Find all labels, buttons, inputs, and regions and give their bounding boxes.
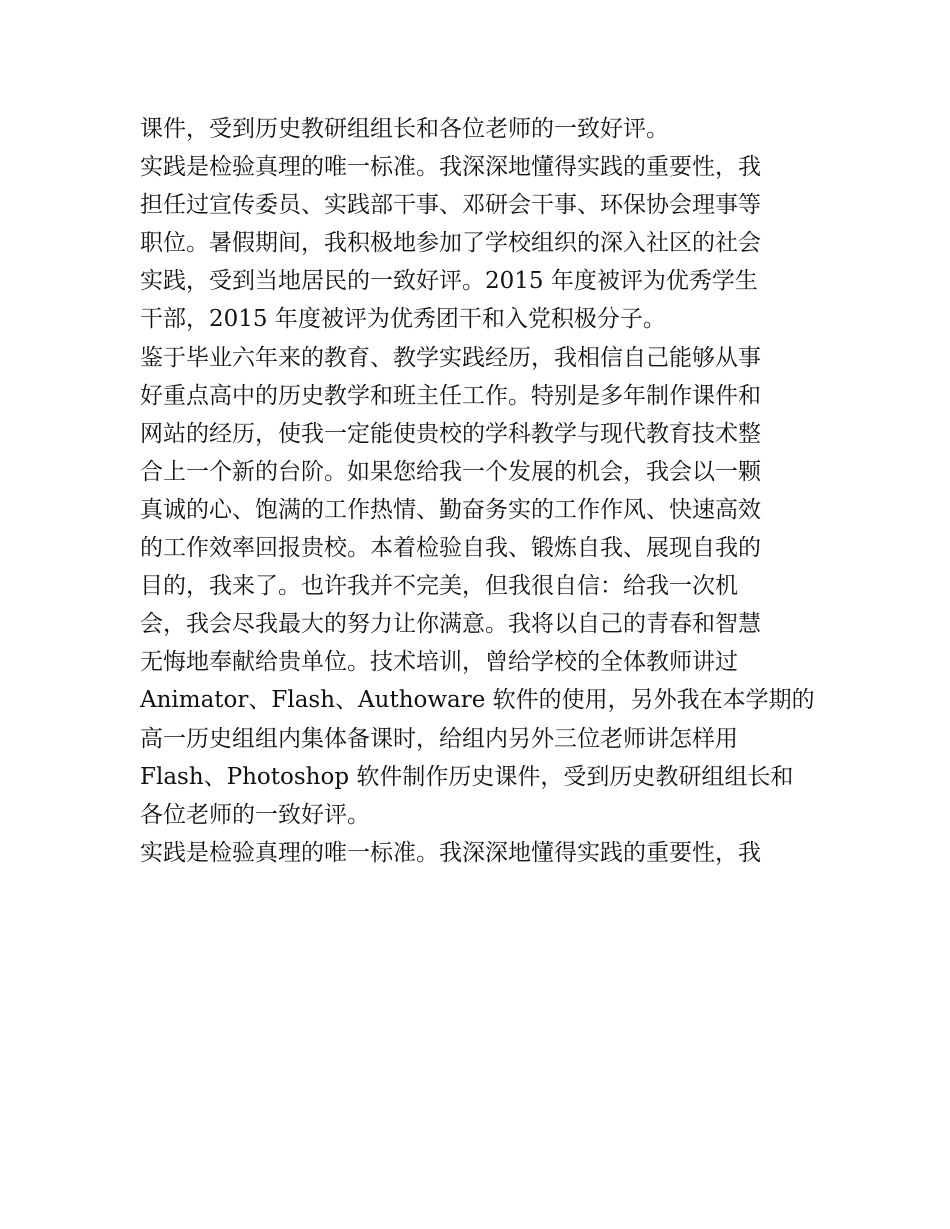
- document-body: [140, 110, 820, 872]
- text-line: 干部，2015 年度被评为优秀团干和入党积极分子。: [140, 306, 666, 333]
- text-line: 担任过宣传委员、实践部干事、邓研会干事、环保协会理事等: [140, 192, 761, 219]
- text-line: Animator、Flash、Authoware 软件的使用，另外我在本学期的: [140, 687, 815, 714]
- text-line: 的工作效率回报贵校。本着检验自我、锻炼自我、展现自我的: [140, 535, 761, 562]
- text-line: 目的，我来了。也许我并不完美，但我很自信：给我一次机: [140, 573, 738, 600]
- text-line: 无悔地奉献给贵单位。技术培训，曾给学校的全体教师讲过: [140, 649, 738, 676]
- text-line: 真诚的心、饱满的工作热情、勤奋务实的工作作风、快速高效: [140, 496, 761, 523]
- text-line: 实践是检验真理的唯一标准。我深深地懂得实践的重要性，我: [140, 839, 761, 866]
- text-line: 课件，受到历史教研组组长和各位老师的一致好评。: [140, 116, 669, 142]
- text-line: 好重点高中的历史教学和班主任工作。特别是多年制作课件和: [140, 382, 761, 409]
- text-line: 网站的经历，使我一定能使贵校的学科教学与现代教育技术整: [140, 420, 761, 447]
- text-line: 鉴于毕业六年来的教育、教学实践经历，我相信自己能够从事: [140, 344, 761, 371]
- text-line: 实践，受到当地居民的一致好评。2015 年度被评为优秀学生: [140, 268, 758, 295]
- text-line: 各位老师的一致好评。: [140, 801, 370, 828]
- text-line: 合上一个新的台阶。如果您给我一个发展的机会，我会以一颗: [140, 458, 761, 485]
- text-line: 职位。暑假期间，我积极地参加了学校组织的深入社区的社会: [140, 230, 761, 257]
- text-line: Flash、Photoshop 软件制作历史课件，受到历史教研组组长和: [140, 763, 794, 790]
- text-line: 实践是检验真理的唯一标准。我深深地懂得实践的重要性，我: [140, 154, 761, 181]
- text-line: 高一历史组组内集体备课时，给组内另外三位老师讲怎样用: [140, 725, 738, 752]
- text-line: 会，我会尽我最大的努力让你满意。我将以自己的青春和智慧: [140, 611, 761, 638]
